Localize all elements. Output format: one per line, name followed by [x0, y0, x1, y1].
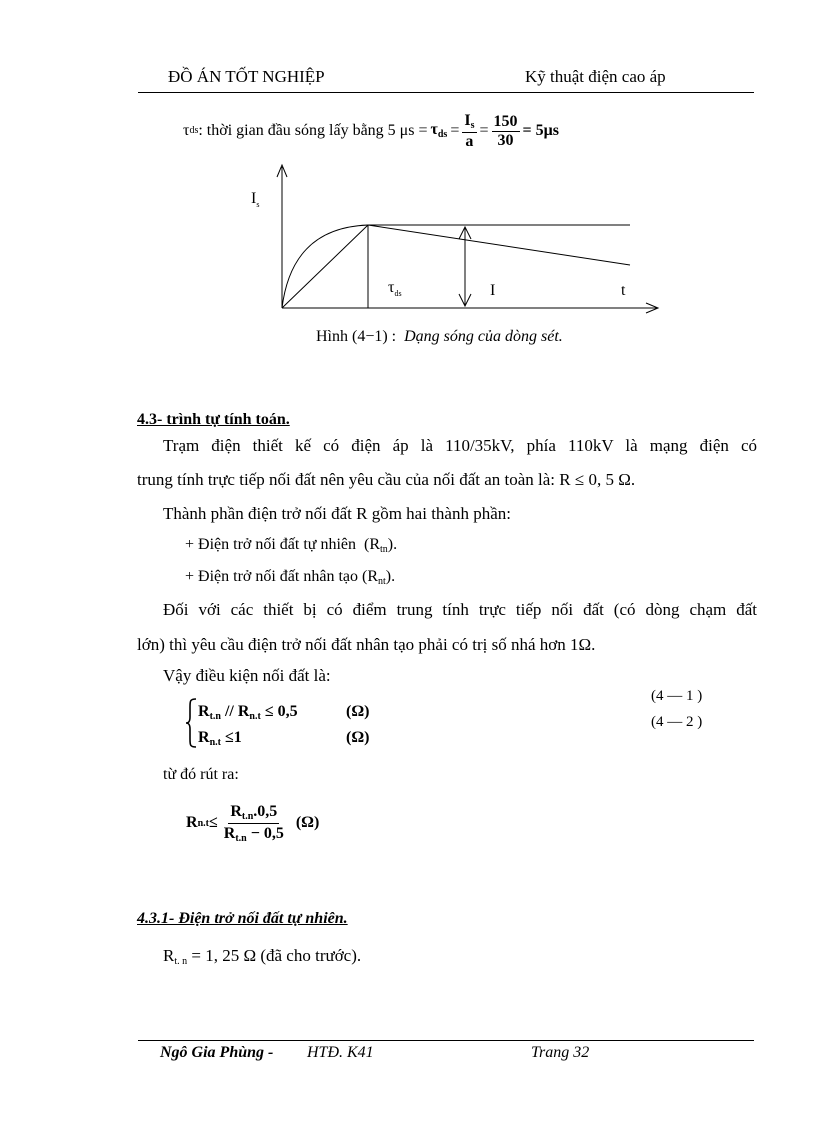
tau-sub: ds: [189, 125, 199, 136]
lightning-waveform-figure: [240, 155, 670, 325]
intro-line: [183, 108, 559, 154]
footer-page: Trang 32: [531, 1044, 590, 1061]
t-axis-label: t: [621, 282, 626, 299]
footer-rule: [138, 1040, 754, 1041]
fraction-is-over-a: $\frac{I_s}{a}$: [464, 111, 475, 150]
result-fraction: $\frac{R_{t.n}.0,5}{R_{t.n} - 0,5}$: [223, 802, 284, 844]
header-rule: [138, 92, 754, 93]
current-i-label: I: [490, 282, 496, 299]
condition-2: $R_{n.t} \le 1$: [198, 729, 242, 748]
eq-eq1: =: [450, 122, 460, 139]
condition-1: $R_{t.n} // R_{n.t} \le 0,5$: [198, 703, 298, 722]
footer-author: Ngô Gia Phùng -: [160, 1044, 274, 1061]
footer-class: HTĐ. K41: [307, 1044, 374, 1061]
decay-line: [368, 225, 630, 265]
linear-front: [282, 225, 368, 308]
condition-1-unit: (Ω): [346, 703, 370, 720]
tau-symbol: τ: [183, 122, 190, 139]
section-4-3-heading: 4.3- trình tự tính toán.: [137, 411, 290, 428]
figure-caption: [316, 329, 563, 345]
p1-line1: Trạm điện thiết kế có điện áp là 110/35kV, phía 110kV là mạng điện có: [163, 436, 757, 455]
p3-line2: lớn) thì yêu cầu điện trở nối đất nhân tạo phải có trị số nhá hơn 1Ω.: [137, 635, 596, 654]
eq-result: = 5μs: [522, 122, 559, 139]
equation-number-1: (4 — 1 ): [651, 688, 703, 704]
caption-prefix: Hình (4−1) :: [316, 328, 397, 345]
intro-text: : thời gian đầu sóng lấy bằng 5 μs =: [198, 122, 428, 139]
tau-ds-label: $\tau_{ds}$: [388, 279, 402, 298]
left-brace: [184, 697, 198, 749]
header-left: ĐỒ ÁN TỐT NGHIỆP: [168, 67, 325, 86]
equation-number-2: (4 — 2 ): [651, 714, 703, 730]
condition-2-unit: (Ω): [346, 729, 370, 746]
eq-tau: $\tau_{ds}$: [430, 121, 448, 140]
p3-line1: Đối với các thiết bị có điểm trung tính trực tiếp nối đất (có dòng chạm đất: [163, 600, 757, 619]
item-artificial-resistance: + Điện trở nối đất nhân tạo $(R_{nt})$.: [185, 568, 396, 587]
result-unit: (Ω): [295, 814, 320, 831]
header-right: Kỹ thuật điện cao áp: [525, 67, 666, 86]
eq-eq2: =: [479, 122, 489, 139]
item-natural-resistance: + Điện trở nối đất tự nhiên $(R_{tn})$.: [185, 536, 398, 555]
section-4-3-1-heading: 4.3.1- Điện trở nối đất tự nhiên.: [137, 910, 348, 927]
p2: Thành phần điện trở nối đất R gồm hai thành phần:: [163, 504, 511, 523]
p4: Vậy điều kiện nối đất là:: [163, 666, 331, 685]
p1-line2: trung tính trực tiếp nối đất nên yêu cầu của nối đất an toàn là: R ≤ 0, 5 Ω.: [137, 470, 636, 489]
p5: từ đó rút ra:: [163, 766, 239, 783]
fraction-150-over-30: $\frac{150}{30}$: [493, 112, 518, 149]
is-label: $I_s$: [251, 190, 260, 209]
result-formula: R n.t ≤ $\frac{R_{t.n}.0,5}{R_{t.n} - 0,5}$ (Ω): [186, 802, 320, 844]
caption-text: Dạng sóng của dòng sét.: [404, 328, 563, 345]
natural-resistance-value: $R_{t. n} = 1$, 25 Ω (đã cho trước).: [163, 946, 362, 967]
